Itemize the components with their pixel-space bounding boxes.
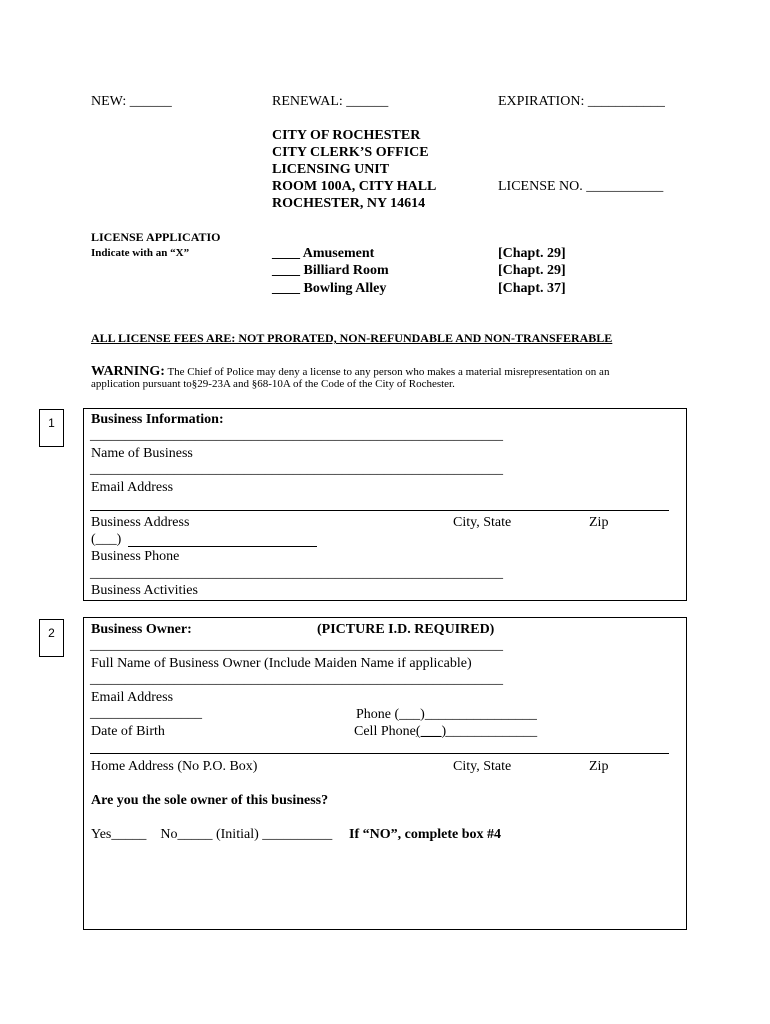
owner-name-label: Full Name of Business Owner (Include Maiden Name if applicable) (91, 656, 472, 671)
warning-label: WARNING: (91, 364, 165, 379)
type-bowling-alley[interactable]: ____ Bowling Alley (272, 281, 387, 296)
section-1-number: 1 (39, 409, 64, 447)
license-number-field[interactable]: LICENSE NO. ___________ (498, 179, 664, 194)
office-line-2: CITY CLERK’S OFFICE (272, 145, 429, 160)
office-line-4: ROOM 100A, CITY HALL (272, 179, 437, 194)
business-information-title: Business Information: (91, 412, 224, 427)
business-address-input[interactable] (90, 510, 669, 511)
chapter-bowling-alley: [Chapt. 37] (498, 281, 566, 296)
owner-dob-label: Date of Birth (91, 724, 165, 739)
office-line-3: LICENSING UNIT (272, 162, 390, 177)
cell-phone-area-code[interactable]: (___) (415, 724, 447, 739)
sole-owner-yes-no-initial[interactable]: Yes_____ No_____ (Initial) __________ (91, 827, 333, 842)
office-line-5: ROCHESTER, NY 14614 (272, 196, 426, 211)
owner-phone-field[interactable]: Phone (___)________________ (356, 707, 537, 722)
business-owner-title: Business Owner: (91, 622, 192, 637)
owner-zip-label: Zip (589, 759, 609, 774)
business-name-label: Name of Business (91, 446, 193, 461)
section-2-number: 2 (39, 619, 64, 657)
owner-city-state-label: City, State (453, 759, 512, 774)
type-amusement[interactable]: ____ Amusement (272, 246, 375, 261)
business-address-label: Business Address (91, 515, 190, 530)
business-email-label: Email Address (91, 480, 174, 495)
business-name-input[interactable]: ___________________________________________________________ (90, 428, 503, 443)
business-activities-input[interactable]: ___________________________________________________________ (90, 566, 503, 581)
owner-home-address-label: Home Address (No P.O. Box) (91, 759, 258, 774)
cell-phone-label: Cell Phone (354, 724, 416, 739)
sole-owner-question: Are you the sole owner of this business? (91, 793, 329, 808)
picture-id-required: (PICTURE I.D. REQUIRED) (317, 622, 495, 637)
business-email-input[interactable]: ___________________________________________________________ (90, 462, 503, 477)
owner-dob-input[interactable]: ________________ (90, 706, 202, 721)
chapter-amusement: [Chapt. 29] (498, 246, 566, 261)
owner-home-address-input[interactable] (90, 753, 669, 754)
business-phone-label: Business Phone (91, 549, 180, 564)
business-city-state-label: City, State (453, 515, 512, 530)
business-phone-area-code[interactable]: (___) (91, 532, 122, 547)
if-no-instruction: If “NO”, complete box #4 (349, 827, 502, 842)
business-activities-label: Business Activities (91, 583, 198, 598)
chapter-billiard-room: [Chapt. 29] (498, 263, 566, 278)
owner-email-label: Email Address (91, 690, 174, 705)
new-field[interactable]: NEW: ______ (91, 94, 172, 109)
application-title: LICENSE APPLICATIO (91, 230, 221, 244)
renewal-field[interactable]: RENEWAL: ______ (272, 94, 389, 109)
business-phone-input[interactable] (128, 546, 317, 547)
business-zip-label: Zip (589, 515, 609, 530)
owner-email-input[interactable]: ___________________________________________________________ (90, 672, 503, 687)
expiration-field[interactable]: EXPIRATION: ___________ (498, 94, 665, 109)
type-billiard-room[interactable]: ____ Billiard Room (272, 263, 389, 278)
owner-cell-phone-field[interactable] (354, 724, 537, 740)
cell-phone-blank[interactable]: _____________ (446, 724, 538, 739)
application-instruction: Indicate with an “X” (91, 247, 190, 259)
warning-text-2: application pursuant to§29-23A and §68-10A of the Code of the City of Rochester. (91, 378, 455, 390)
fees-notice: ALL LICENSE FEES ARE: NOT PRORATED, NON-REFUNDABLE AND NON-TRANSFERABLE (91, 331, 613, 345)
office-line-1: CITY OF ROCHESTER (272, 128, 421, 143)
warning-text-1: The Chief of Police may deny a license to any person who makes a material misrepresentation on an (164, 366, 610, 378)
owner-name-input[interactable]: ___________________________________________________________ (90, 638, 503, 653)
